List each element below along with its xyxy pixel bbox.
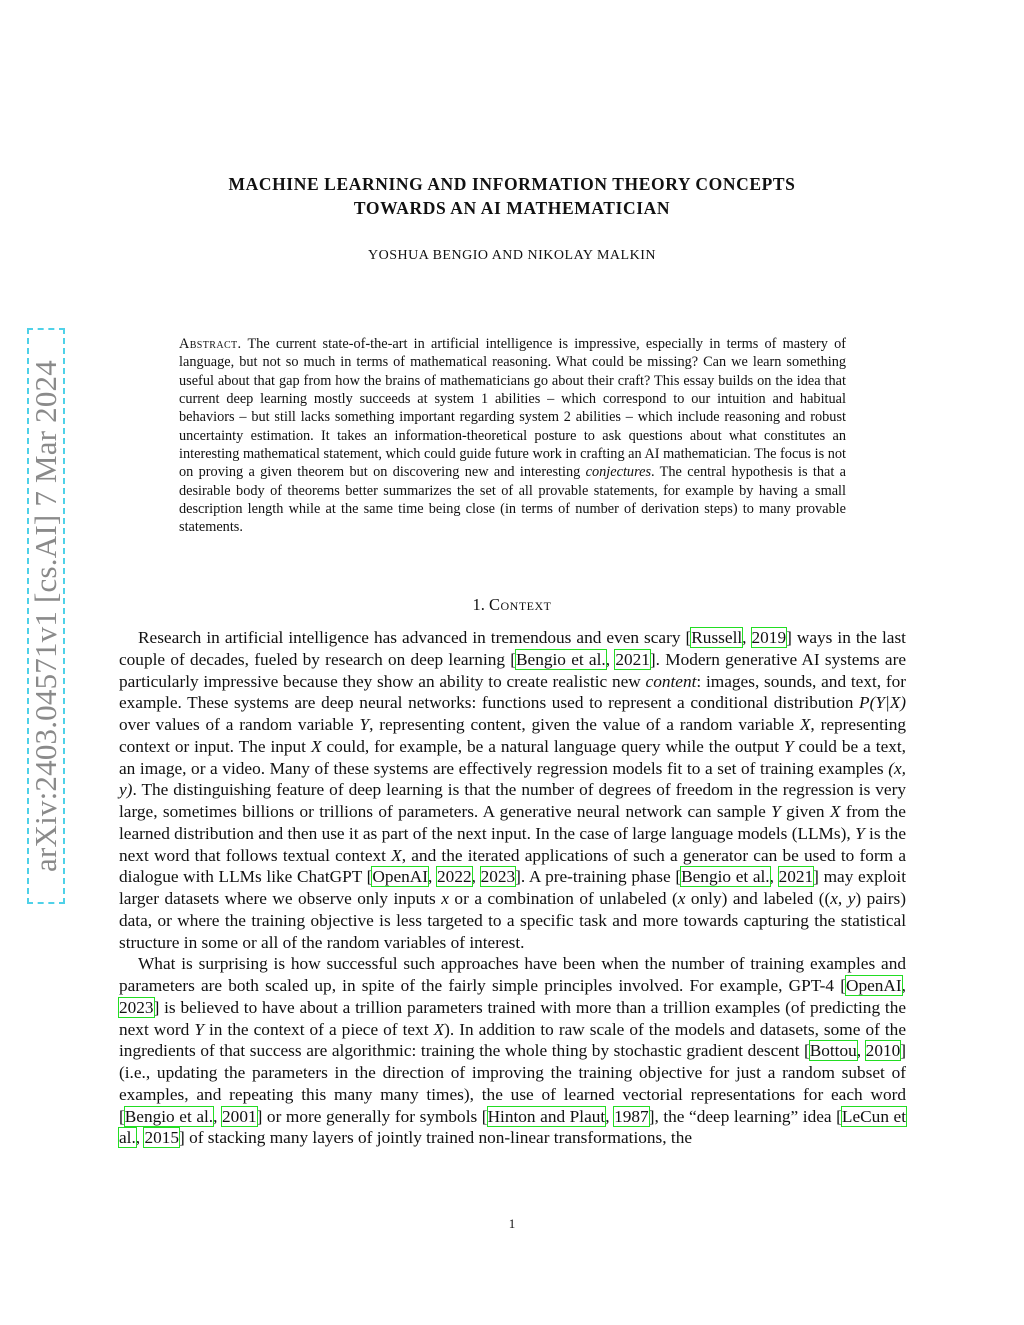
math-expression: X bbox=[310, 736, 322, 756]
citation-link[interactable]: 2001 bbox=[222, 1106, 257, 1126]
text-run: ], the “deep learning” idea [ bbox=[648, 1106, 842, 1126]
text-run: , bbox=[856, 1041, 866, 1061]
citation-link[interactable]: 2021 bbox=[778, 867, 814, 887]
page-number: 1 bbox=[508, 1216, 516, 1231]
citation-link[interactable]: Bengio et al. bbox=[516, 649, 606, 669]
text-run: could be a text, an image, or a video. Many of these systems are effectively regression models fit to a set of training examples bbox=[119, 736, 906, 778]
math-expression: x bbox=[441, 889, 449, 908]
text-run: , bbox=[471, 867, 481, 887]
abstract-label: Abstract. bbox=[179, 336, 242, 352]
abstract-text-end: . The central hypothesis is that a desirable body of theorems better summarizes the set of all provable statements, for example by having a small description length while at the same time being close (in terms of number of derivation steps) to many provable statements. bbox=[179, 464, 847, 536]
math-expression: (x, y) bbox=[119, 758, 906, 800]
text-run: ) pairs) data, or where the training objective is less targeted to a specific task and more towards capturing the statistical structure in some or all of the random variables of interest. bbox=[119, 889, 907, 952]
text-run: . The distinguishing feature of deep learning is that the number of degrees of freedom in the regression is very large, sometimes billions or trillions of parameters. A generative neural network can sample bbox=[119, 780, 906, 821]
authors: YOSHUA BENGIO AND NIKOLAY MALKIN bbox=[368, 248, 656, 263]
math-expression: X bbox=[799, 715, 811, 734]
citation-link[interactable]: Hinton and Plaut bbox=[487, 1106, 606, 1126]
text-run: over values of a random variable bbox=[119, 715, 360, 734]
citation-link[interactable]: Bengio et al. bbox=[124, 1106, 214, 1126]
math-expression: X bbox=[829, 802, 841, 821]
citation-link[interactable]: 2010 bbox=[865, 1041, 901, 1061]
text-run: What is surprising is how successful such approaches have been when the number of training examples and parameters are both scaled up, in spite of the fairly simple principles involved. For example, GPT-4 [ bbox=[119, 954, 906, 995]
section-heading bbox=[120, 595, 904, 615]
text-run: given bbox=[780, 802, 830, 821]
citation-link[interactable]: Russell bbox=[691, 628, 743, 647]
text-run: ] is believed to have about a trillion parameters trained with more than a trillion examples (of predicting the next word bbox=[119, 997, 906, 1039]
text-run: , bbox=[742, 628, 752, 647]
citation-link[interactable]: 2023 bbox=[119, 997, 154, 1017]
citation-link[interactable]: 2023 bbox=[480, 867, 516, 887]
math-expression: X bbox=[433, 1019, 445, 1039]
arxiv-identifier-stamp bbox=[27, 328, 65, 904]
math-expression: X bbox=[391, 845, 402, 865]
text-run: , and the iterated applications of such a generator can be used to form a dialogue with LLMs like ChatGPT [ bbox=[119, 845, 906, 887]
text-run: , bbox=[428, 867, 438, 887]
text-run: , representing context or input. The input bbox=[119, 715, 906, 756]
citation-link[interactable]: LeCun et al. bbox=[119, 1106, 907, 1148]
text-run: or a combination of unlabeled ( bbox=[448, 889, 678, 908]
text-run: : images, sounds, and text, for example. These systems are deep neural networks: functions used to represent a conditional distribution bbox=[119, 671, 907, 713]
paper-title-line-1: MACHINE LEARNING AND INFORMATION THEORY CONCEPTS bbox=[228, 174, 796, 194]
citation-link[interactable]: OpenAI bbox=[846, 976, 902, 995]
citation-link[interactable]: 2022 bbox=[437, 867, 472, 887]
text-run: could, for example, be a natural language query while the output bbox=[321, 736, 784, 756]
text-run: ]. A pre-training phase [ bbox=[515, 867, 682, 887]
citation-link[interactable]: 2019 bbox=[751, 628, 787, 647]
citation-link[interactable]: 2021 bbox=[615, 649, 650, 669]
text-run: , bbox=[901, 976, 906, 995]
text-run: from the learned distribution and then use it as part of the next input. In the case of large language models (LLMs), bbox=[119, 802, 906, 843]
citation-link[interactable]: Bengio et al. bbox=[681, 867, 770, 887]
text-run: is the next word that follows textual context bbox=[119, 823, 906, 865]
text-run: , bbox=[605, 1106, 615, 1126]
text-run: ] may exploit larger datasets where we observe only inputs bbox=[119, 867, 906, 908]
arxiv-identifier-text: arXiv:2403.04571v1 [cs.AI] 7 Mar 2024 bbox=[28, 360, 63, 872]
math-expression: P(Y|X) bbox=[859, 693, 906, 713]
citation-link[interactable]: 2015 bbox=[144, 1128, 179, 1148]
math-expression: x bbox=[677, 889, 686, 908]
text-run: ] ways in the last couple of decades, fueled by research on deep learning [ bbox=[119, 628, 906, 669]
section-number: 1. bbox=[472, 595, 485, 614]
body-text bbox=[119, 627, 906, 1149]
text-run: ] or more generally for symbols [ bbox=[256, 1106, 488, 1126]
section-title: Context bbox=[489, 595, 552, 614]
paragraph bbox=[119, 627, 906, 953]
citation-link[interactable]: Bottou bbox=[809, 1041, 857, 1061]
math-expression: Y bbox=[855, 823, 865, 843]
text-run: ]. Modern generative AI systems are particularly impressive because they show an ability to create realistic new bbox=[119, 649, 906, 691]
text-run: in the context of a piece of text bbox=[203, 1019, 434, 1039]
math-expression: Y bbox=[771, 802, 781, 821]
abstract-text: The current state-of-the-art in artificial intelligence is impressive, especially in terms of mastery of language, but not so much in terms of mathematical reasoning. What could be missing? Can we learn something useful about that gap from how the brains of mathematicians go about their craft? This essay builds on the idea that current deep learning mostly succeeds at system 1 abilities – which correspond to our intuition and habitual behaviors – but still lacks something important regarding system 2 abilities – which include reasoning and robust uncertainty estimation. It takes an information-theoretical posture to ask questions about what constitutes an interesting mathematical statement, which could guide future work in crafting an AI mathematician. The focus is not on proving a given theorem but on discovering new and interesting bbox=[179, 336, 846, 481]
text-run: ] (i.e., updating the parameters in the direction of improving the training objective for just a random subset of examples, and repeating this many many times), the use of learned vectorial representations for each word [ bbox=[119, 1041, 906, 1126]
math-expression: Y bbox=[194, 1019, 204, 1039]
text-run: Research in artificial intelligence has advanced in tremendous and even scary [ bbox=[138, 628, 692, 647]
paper-title-line-2: TOWARDS AN AI MATHEMATICIAN bbox=[353, 198, 671, 218]
math-expression: Y bbox=[359, 715, 370, 734]
text-run: , bbox=[135, 1128, 145, 1148]
citation-link[interactable]: OpenAI bbox=[372, 867, 429, 887]
abstract-emphasis: conjectures bbox=[585, 464, 652, 481]
text-run: only) and labeled (( bbox=[685, 889, 831, 908]
text-run: , bbox=[213, 1106, 223, 1126]
citation-link[interactable]: 1987 bbox=[614, 1106, 649, 1126]
text-run: ). In addition to raw scale of the models and datasets, some of the ingredients of that success are algorithmic: training the whole thing by stochastic gradient descent [ bbox=[119, 1019, 906, 1061]
math-expression: x, y bbox=[830, 889, 856, 908]
text-run: , bbox=[769, 867, 779, 887]
paragraph bbox=[119, 953, 906, 1149]
text-run: , bbox=[605, 649, 616, 669]
text-run: ] of stacking many layers of jointly trained non-linear transformations, the bbox=[179, 1128, 693, 1148]
text-run: , representing content, given the value of a random variable bbox=[369, 715, 800, 734]
paper-title bbox=[120, 172, 904, 220]
emphasis: content bbox=[645, 671, 697, 691]
math-expression: Y bbox=[783, 736, 794, 756]
abstract bbox=[179, 335, 846, 537]
